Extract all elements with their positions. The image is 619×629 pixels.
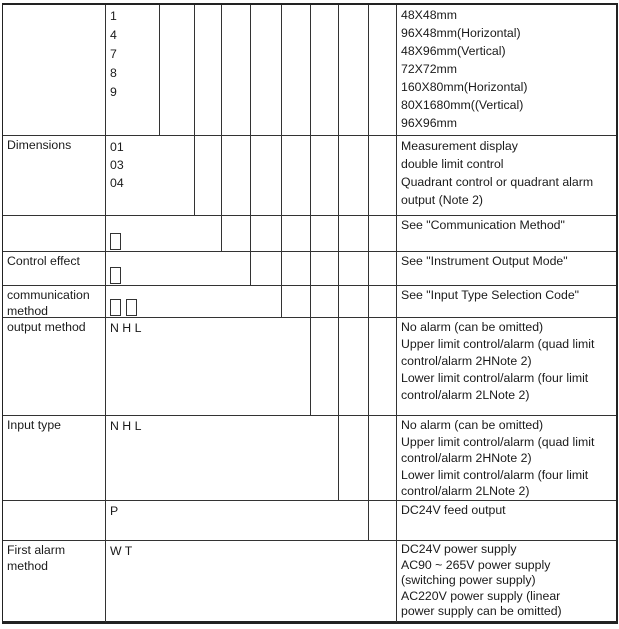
description-line: See "Input Type Selection Code" [401,288,580,302]
column-divider-line [368,136,369,215]
model-code-value: 7 [110,47,117,61]
model-code-value: P [110,504,119,518]
table-row [3,285,616,317]
row-description-cell [396,501,616,540]
model-code-value: 9 [110,85,117,99]
row-code-cell [105,501,396,540]
column-divider-line [310,136,311,215]
row-code-cell [105,416,396,500]
column-divider-line [338,136,339,215]
row-label: Dimensions [7,138,72,152]
description-line: 160X80mm(Horizontal) [401,80,528,94]
column-divider-line [338,5,339,135]
description-line: control/alarm 2LNote 2) [401,388,530,402]
description-line: control/alarm 2HNote 2) [401,354,532,368]
model-code-value: N H L [110,321,142,335]
table-row [3,540,616,622]
row-label: Input type [7,418,62,432]
column-divider-line [221,5,222,135]
row-description-cell [396,216,616,251]
description-line: See "Communication Method" [401,218,565,232]
description-line: 96X96mm [401,116,458,130]
row-description-cell [396,136,616,215]
row-code-cell [105,286,396,317]
model-code-value: 1 [110,9,117,23]
row-description-cell [396,318,616,415]
row-label [3,5,105,135]
column-divider-line [310,5,311,135]
column-divider-line [281,216,282,251]
description-line: double limit control [401,157,504,171]
description-line: See "Instrument Output Mode" [401,254,568,268]
missing-character-box-icon [110,233,121,250]
row-description-cell [396,252,616,285]
table-row [3,5,616,135]
model-code-value: 8 [110,66,117,80]
column-divider-line [281,136,282,215]
column-divider-line [310,318,311,415]
row-code-cell [105,541,396,622]
column-divider-line [281,286,282,317]
column-divider-line [310,216,311,251]
description-line: No alarm (can be omitted) [401,320,544,334]
table-row [3,215,616,251]
column-divider-line [368,416,369,500]
column-divider-line [368,216,369,251]
table-row [3,317,616,415]
description-line: DC24V feed output [401,503,506,517]
description-line: Quadrant control or quadrant alarm [401,175,594,189]
table-row [3,251,616,285]
column-divider-line [338,286,339,317]
placeholder-glyph-group [110,233,126,250]
column-divider-line [368,252,369,285]
model-code-value: 03 [110,158,124,172]
column-divider-line [338,216,339,251]
column-divider-line [221,136,222,215]
row-description-cell [396,286,616,317]
description-line: 96X48mm(Horizontal) [401,26,521,40]
table-row [3,500,616,540]
model-code-value: 4 [110,28,117,42]
description-line: 48X96mm(Vertical) [401,44,506,58]
ordering-code-table [2,3,618,624]
row-label [3,216,105,251]
column-divider-line [338,318,339,415]
column-divider-line [250,136,251,215]
row-description-cell [396,5,616,135]
model-code-value: 04 [110,176,124,190]
description-line: output (Note 2) [401,193,484,207]
column-divider-line [338,252,339,285]
description-line: Lower limit control/alarm (four limit [401,371,589,385]
column-divider-line [221,216,222,251]
table-row [3,415,616,500]
description-line: Upper limit control/alarm (quad limit [401,434,595,449]
description-line: 48X48mm [401,8,458,22]
placeholder-glyph-group [110,299,142,316]
row-label [3,501,105,540]
description-line: Measurement display [401,139,518,153]
model-code-value: 01 [110,140,124,154]
column-divider-line [368,501,369,540]
description-line: control/alarm 2HNote 2) [401,451,532,465]
missing-character-box-icon [126,299,137,316]
column-divider-line [250,252,251,285]
column-divider-line [368,5,369,135]
row-label: First alarm method [7,543,66,573]
column-divider-line [194,136,195,215]
description-line: 72X72mm [401,62,458,76]
description-line: DC24V power supply [401,542,517,556]
column-divider-line [310,286,311,317]
description-line: AC90 ~ 265V power supply [401,557,551,572]
row-label: Control effect [7,254,80,268]
model-code-value: N H L [110,419,142,433]
description-line: (switching power supply) [401,573,536,587]
description-line: Lower limit control/alarm (four limit [401,467,589,482]
row-label: communication method [7,288,90,317]
missing-character-box-icon [110,299,121,316]
description-line: power supply can be omitted) [401,604,562,618]
row-description-cell [396,416,616,500]
description-line: 80X1680mm((Vertical) [401,98,524,112]
row-code-cell [105,318,396,415]
description-line: No alarm (can be omitted) [401,418,544,432]
column-divider-line [281,252,282,285]
column-divider-line [194,5,195,135]
row-label: output method [7,320,86,334]
model-code-value: W T [110,544,133,558]
description-line: AC220V power supply (linear [401,588,561,603]
row-description-cell [396,541,616,622]
column-divider-line [250,5,251,135]
missing-character-box-icon [110,267,121,284]
column-divider-line [338,416,339,500]
description-line: Upper limit control/alarm (quad limit [401,337,595,351]
table-row [3,135,616,215]
column-divider-line [159,5,160,135]
description-line: control/alarm 2LNote 2) [401,484,530,498]
column-divider-line [281,5,282,135]
column-divider-line [250,216,251,251]
column-divider-line [310,252,311,285]
column-divider-line [368,318,369,415]
placeholder-glyph-group [110,267,126,284]
column-divider-line [368,286,369,317]
